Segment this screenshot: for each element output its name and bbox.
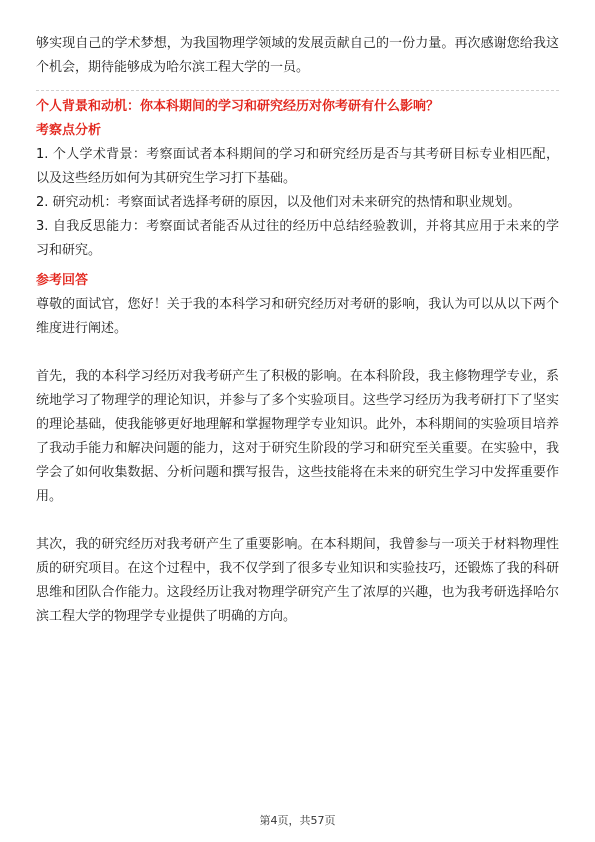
section-divider [36,90,559,91]
page-content [36,32,559,629]
answer-heading: 参考回答 [36,273,89,288]
intro-paragraph: 够实现自己的学术梦想，为我国物理学领域的发展贡献自己的一份力量。再次感谢您给我这个机会，期待能够成为哈尔滨工程大学的一员。 [36,36,559,75]
analysis-point: 2. 研究动机：考察面试者选择考研的原因，以及他们对未来研究的热情和职业规划。 [36,195,521,210]
answer-paragraph: 首先，我的本科学习经历对我考研产生了积极的影响。在本科阶段，我主修物理学专业，系统地学习了物理学的理论知识，并参与了多个实验项目。这些学习经历为我考研打下了坚实的理论基础，使我能够更好地理解和掌握物理学专业知识。此外，本科期间的实验项目培养了我动手能力和解决问题的能力，这对于研究生阶段的学习和研究至关重要。在实验中，我学会了如何收集数据、分析问题和撰写报告，这些技能将在未来的研究生学习中发挥重要作用。 [36,369,559,504]
answer-paragraph: 尊敬的面试官，您好！关于我的本科学习和研究经历对考研的影响，我认为可以从以下两个维度进行阐述。 [36,297,559,336]
analysis-point: 1. 个人学术背景：考察面试者本科期间的学习和研究经历是否与其考研目标专业相匹配，以及这些经历如何为其研究生学习打下基础。 [36,147,559,186]
question-heading: 个人背景和动机：你本科期间的学习和研究经历对你考研有什么影响？ [36,99,440,114]
analysis-point: 3. 自我反思能力：考察面试者能否从过往的经历中总结经验教训，并将其应用于未来的学习和研究。 [36,219,559,258]
answer-paragraph: 其次，我的研究经历对我考研产生了重要影响。在本科期间，我曾参与一项关于材料物理性质的研究项目。在这个过程中，我不仅学到了很多专业知识和实验技巧，还锻炼了我的科研思维和团队合作能力。这段经历让我对物理学研究产生了浓厚的兴趣，也为我考研选择哈尔滨工程大学的物理学专业提供了明确的方向。 [36,537,559,624]
page-footer: 第4页，共57页 [259,814,336,827]
analysis-heading: 考察点分析 [36,123,102,138]
